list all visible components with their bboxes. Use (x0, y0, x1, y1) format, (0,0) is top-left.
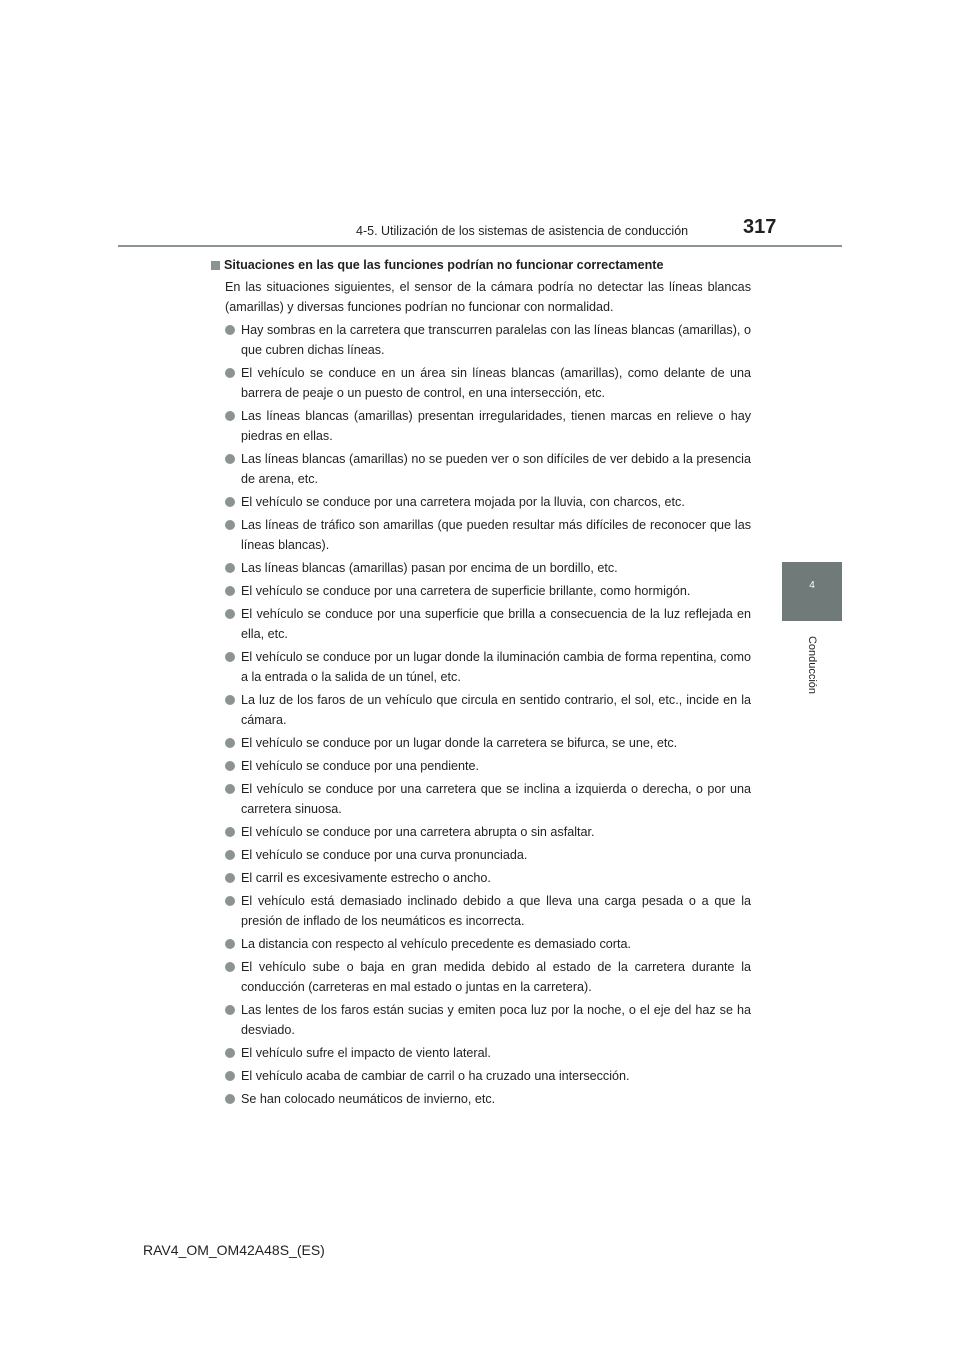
list-item (211, 957, 751, 997)
list-item (211, 690, 751, 730)
list-item (211, 868, 751, 888)
list-item (211, 1000, 751, 1040)
bullet-icon (225, 761, 235, 771)
bullet-icon (225, 1071, 235, 1081)
situations-list (211, 320, 751, 1109)
list-item (211, 1066, 751, 1086)
list-item-text: El vehículo se conduce por una curva pronunciada. (241, 848, 528, 862)
header-section-title: 4-5. Utilización de los sistemas de asistencia de conducción (356, 224, 689, 238)
list-item-text: El vehículo sufre el impacto de viento lateral. (241, 1046, 491, 1060)
bullet-icon (225, 896, 235, 906)
list-item (211, 934, 751, 954)
section-heading-text: Situaciones en las que las funciones podrían no funcionar correctamente (224, 258, 664, 272)
intro-paragraph: En las situaciones siguientes, el sensor de la cámara podría no detectar las líneas blancas (amarillas) y diversas funciones podrían no funcionar con normalidad. (225, 280, 751, 314)
list-item-text: El vehículo se conduce por una carretera abrupta o sin asfaltar. (241, 825, 595, 839)
list-item (211, 733, 751, 753)
bullet-icon (225, 411, 235, 421)
list-item (211, 891, 751, 931)
list-item (211, 449, 751, 489)
bullet-icon (225, 939, 235, 949)
list-item (211, 845, 751, 865)
bullet-icon (225, 962, 235, 972)
list-item (211, 1043, 751, 1063)
list-item-text: Las líneas blancas (amarillas) presentan irregularidades, tienen marcas en relieve o hay piedras en ellas. (241, 409, 751, 443)
list-item (211, 779, 751, 819)
list-item-text: El vehículo se conduce por una pendiente. (241, 759, 480, 773)
bullet-icon (225, 1005, 235, 1015)
list-item-text: Las líneas blancas (amarillas) pasan por encima de un bordillo, etc. (241, 561, 618, 575)
bullet-icon (225, 454, 235, 464)
bullet-icon (225, 563, 235, 573)
bullet-icon (225, 520, 235, 530)
list-item-text: Las líneas de tráfico son amarillas (que pueden resultar más difíciles de reconocer que las líneas blancas). (241, 518, 751, 552)
document-code: RAV4_OM_OM42A48S_(ES) (143, 1242, 325, 1258)
list-item (211, 492, 751, 512)
header-divider (118, 245, 842, 247)
list-item-text: La luz de los faros de un vehículo que circula en sentido contrario, el sol, etc., incide en la cámara. (241, 693, 751, 727)
list-item (211, 363, 751, 403)
list-item (211, 1089, 751, 1109)
list-item (211, 581, 751, 601)
list-item-text: El vehículo se conduce por una carretera de superficie brillante, como hormigón. (241, 584, 691, 598)
list-item (211, 558, 751, 578)
bullet-icon (225, 609, 235, 619)
bullet-icon (225, 325, 235, 335)
list-item-text: El vehículo se conduce por una superficie que brilla a consecuencia de la luz reflejada en ella, etc. (241, 607, 751, 641)
list-item-text: El vehículo se conduce por un lugar donde la iluminación cambia de forma repentina, como a la entrada o la salida de un túnel, etc. (241, 650, 751, 684)
list-item-text: El vehículo sube o baja en gran medida debido al estado de la carretera durante la conducción (carreteras en mal estado o juntas en la carretera). (241, 960, 751, 994)
list-item-text: El vehículo se conduce en un área sin líneas blancas (amarillas), como delante de una barrera de peaje o un puesto de control, en una intersección, etc. (241, 366, 751, 400)
bullet-icon (225, 1048, 235, 1058)
list-item-text: El vehículo se conduce por un lugar donde la carretera se bifurca, se une, etc. (241, 736, 678, 750)
list-item-text: El vehículo se conduce por una carretera que se inclina a izquierda o derecha, o por una carretera sinuosa. (241, 782, 751, 816)
list-item-text: Hay sombras en la carretera que transcurren paralelas con las líneas blancas (amarillas), o que cubren dichas líneas. (241, 323, 751, 357)
chapter-number: 4 (809, 580, 815, 591)
bullet-icon (225, 497, 235, 507)
list-item-text: El carril es excesivamente estrecho o ancho. (241, 871, 491, 885)
bullet-icon (225, 652, 235, 662)
list-item (211, 822, 751, 842)
bullet-icon (225, 784, 235, 794)
chapter-tab[interactable] (782, 562, 842, 621)
list-item-text: El vehículo acaba de cambiar de carril o ha cruzado una intersección. (241, 1069, 630, 1083)
list-item (211, 647, 751, 687)
bullet-icon (225, 850, 235, 860)
chapter-label: Conducción (806, 635, 818, 695)
page-number: 317 (743, 216, 777, 238)
bullet-icon (225, 738, 235, 748)
list-item-text: Se han colocado neumáticos de invierno, etc. (241, 1092, 496, 1106)
bullet-icon (225, 873, 235, 883)
list-item-text: Las lentes de los faros están sucias y emiten poca luz por la noche, o el eje del haz se ha desviado. (241, 1003, 751, 1037)
list-item (211, 406, 751, 446)
bullet-icon (225, 586, 235, 596)
bullet-icon (225, 1094, 235, 1104)
square-icon (211, 261, 220, 270)
bullet-icon (225, 368, 235, 378)
bullet-icon (225, 695, 235, 705)
list-item (211, 604, 751, 644)
list-item-text: Las líneas blancas (amarillas) no se pueden ver o son difíciles de ver debido a la presencia de arena, etc. (241, 452, 751, 486)
list-item (211, 515, 751, 555)
bullet-icon (225, 827, 235, 837)
section-heading (211, 255, 751, 275)
list-item (211, 756, 751, 776)
main-content (211, 255, 751, 1109)
list-item-text: El vehículo se conduce por una carretera mojada por la lluvia, con charcos, etc. (241, 495, 685, 509)
list-item (211, 320, 751, 360)
list-item-text: La distancia con respecto al vehículo precedente es demasiado corta. (241, 937, 631, 951)
list-item-text: El vehículo está demasiado inclinado debido a que lleva una carga pesada o a que la presión de inflado de los neumáticos es incorrecta. (241, 894, 751, 928)
